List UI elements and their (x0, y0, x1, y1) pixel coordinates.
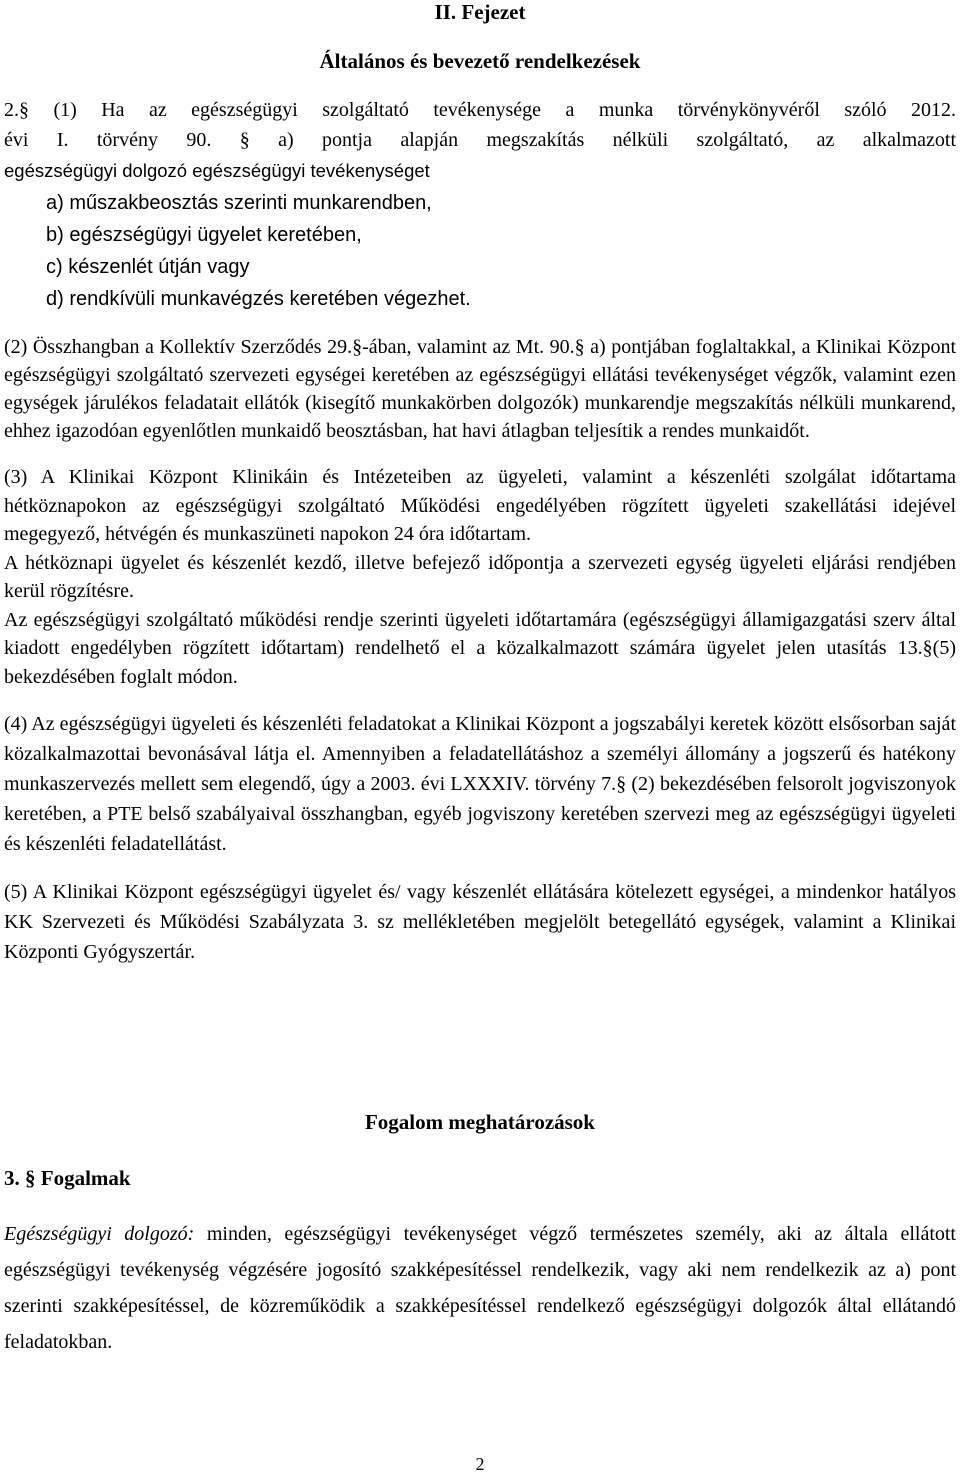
definitions-section-title: Fogalom meghatározások (364, 1110, 595, 1134)
section-title: Általános és bevezető rendelkezések (319, 49, 641, 73)
paragraph-2-3 (4, 463, 956, 691)
paragraph-2-2: (2) Összhangban a Kollektív Szerződés 29.§-ában, valamint az Mt. 90.§ a) pontjában foglaltakkal, a Klinikai Központ egészségügyi szolgáltató szervezeti egységei keretében az egészségügyi ellátási tevékenységet végzők, valamint ezen egységek járulékos feladatait ellátók (kisegítő munkakörben dolgozók) munkarendje megszakítás nélküli munkarend, ehhez igazodóan egyenlőtlen munkaidő beosztásban, hat havi átlagban teljesítik a rendes munkaidőt. (4, 336, 956, 442)
paragraph-2-3-text1: (3) A Klinikai Központ Klinikáin és Intézeteiben az ügyeleti, valamint a készenléti szolgálat időtartama hétköznapokon az egészségügyi szolgáltató Működési engedélyében rögzített ügyeleti szakellátási idejével megegyező, hétvégén és munkaszüneti napokon 24 óra időtartam. (4, 466, 956, 545)
work-modes-list (4, 187, 956, 315)
list-item: b) egészségügyi ügyelet keretében, (46, 224, 362, 246)
definition-text: minden, egészségügyi tevékenységet végző természetes személy, aki az általa ellátott egészségügyi tevékenység végzésére jogosító szakképesítéssel rendelkezik, vagy aki nem rendelkezik az a) pont szerinti szakképesítéssel, de közreműködik a szakképesítéssel rendelkező egészségügyi dolgozók által ellátandó feladatokban. (4, 1223, 956, 1353)
paragraph-2-1 (4, 95, 956, 315)
paragraph-2-1-line2: évi I. törvény 90. § a) pontja alapján megszakítás nélküli szolgáltató, az alkalmazott (4, 129, 956, 151)
paragraph-2-3-text2: A hétköznapi ügyelet és készenlét kezdő, illetve befejező időpontja a szervezeti egység ügyeleti eljárási rendjében kerül rögzítésre. (4, 551, 956, 602)
document-page (4, 0, 956, 967)
chapter-title: II. Fejezet (434, 0, 526, 24)
paragraph-2-1-line1: 2.§ (1) Ha az egészségügyi szolgáltató tevékenysége a munka törvénykönyvéről szóló 2012. (4, 99, 956, 121)
paragraph-2-4: (4) Az egészségügyi ügyeleti és készenléti feladatokat a Klinikai Központ a jogszabályi keretek között elsősorban saját közalkalmazottai bevonásával látja el. Amennyiben a feladatellátáshoz a személyi állomány a jogszerű és hatékony munkaszervezés mellett sem elegendő, úgy a 2003. évi LXXXIV. törvény 7.§ (2) bekezdésében felsorolt jogviszonyok keretében, a PTE belső szabályaival összhangban, egyéb jogviszony keretében szervezi meg az egészségügyi ügyeleti és készenléti feladatellátást. (4, 713, 956, 855)
list-item: c) készenlét útján vagy (46, 256, 250, 278)
paragraph-2-1-line3: egészségügyi dolgozó egészségügyi tevékenységet (4, 160, 430, 181)
paragraph-2-3-text3: Az egészségügyi szolgáltató működési rendje szerinti ügyeleti időtartamára (egészségügyi államigazgatási szerv által kiadott engedélyben rögzített időtartam) rendelhető el a közalkalmazott számára ügyelet jelen utasítás 13.§(5) bekezdésében foglalt módon. (4, 608, 956, 688)
page-number: 2 (475, 1454, 485, 1474)
definition-term: Egészségügyi dolgozó: (4, 1223, 195, 1245)
list-item: a) műszakbeosztás szerinti munkarendben, (46, 192, 432, 214)
paragraph-2-5: (5) A Klinikai Központ egészségügyi ügyelet és/ vagy készenlét ellátására kötelezett egységei, a mindenkor hatályos KK Szervezeti és Működési Szabályzata 3. sz mellékletében megjelölt betegellátó egységek, valamint a Klinikai Központi Gyógyszertár. (4, 881, 956, 963)
list-item: d) rendkívüli munkavégzés keretében végezhet. (46, 288, 471, 310)
definition-paragraph (4, 1216, 956, 1360)
definitions-heading: 3. § Fogalmak (4, 1166, 131, 1190)
